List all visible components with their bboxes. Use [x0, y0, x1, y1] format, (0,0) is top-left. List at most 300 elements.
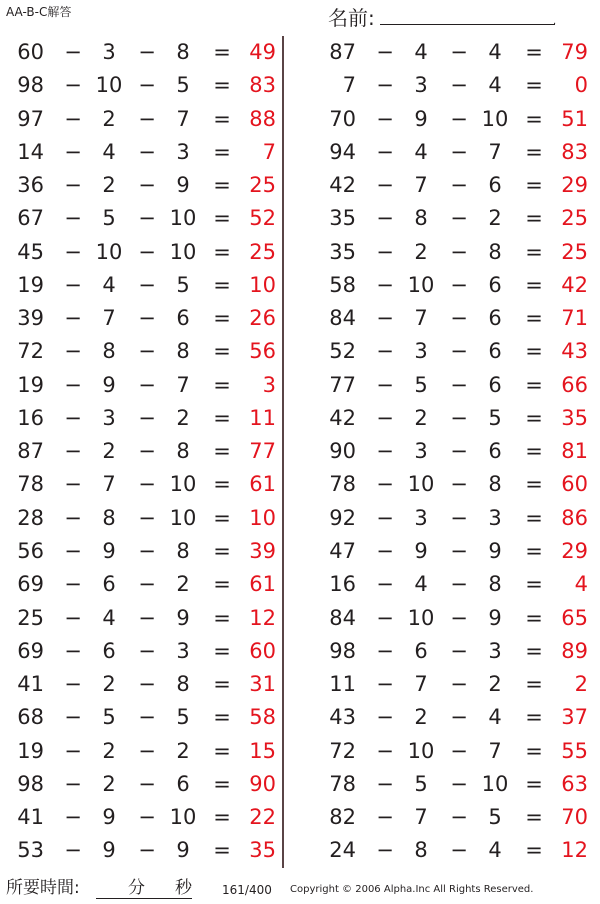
first-subtrahend: 5 [414, 771, 428, 796]
answer: 56 [249, 339, 276, 364]
minuend: 82 [329, 805, 356, 830]
equals-sign: = [525, 306, 543, 331]
minus-sign: − [64, 206, 82, 231]
second-subtrahend: 10 [481, 771, 509, 796]
second-subtrahend: 9 [488, 538, 502, 563]
problem-row [0, 502, 290, 535]
minuend: 84 [329, 605, 356, 630]
minus-sign: − [64, 705, 82, 730]
answer: 70 [561, 805, 588, 830]
equals-sign: = [525, 372, 543, 397]
problem-row [312, 502, 600, 535]
minuend: 43 [329, 705, 356, 730]
minus-sign: − [376, 306, 394, 331]
minus-sign: − [138, 505, 156, 530]
first-subtrahend: 3 [414, 439, 428, 464]
answer: 35 [249, 838, 276, 863]
problem-row [312, 36, 600, 69]
sheet-title: AA-B-C解答 [6, 5, 72, 19]
first-subtrahend: 2 [102, 738, 116, 763]
copyright-notice: Copyright © 2006 Alpha.Inc All Rights Reserved. [290, 884, 534, 895]
minus-sign: − [138, 272, 156, 297]
second-subtrahend: 9 [488, 605, 502, 630]
second-subtrahend: 9 [176, 605, 190, 630]
answer: 10 [249, 272, 276, 297]
minus-sign: − [376, 239, 394, 264]
minuend: 70 [329, 106, 356, 131]
minus-sign: − [450, 472, 468, 497]
minuend: 11 [329, 672, 356, 697]
minus-sign: − [64, 173, 82, 198]
answer: 52 [249, 206, 276, 231]
minuend: 39 [17, 306, 44, 331]
minus-sign: − [450, 40, 468, 64]
first-subtrahend: 7 [414, 173, 428, 198]
second-subtrahend: 7 [488, 139, 502, 164]
first-subtrahend: 10 [407, 605, 435, 630]
first-subtrahend: 5 [102, 705, 116, 730]
minuend: 72 [329, 738, 356, 763]
minus-sign: − [376, 538, 394, 563]
answer: 60 [561, 472, 588, 497]
problem-row [312, 69, 600, 102]
minuend: 68 [17, 705, 44, 730]
second-subtrahend: 4 [488, 73, 502, 98]
minus-sign: − [376, 838, 394, 863]
minus-sign: − [376, 339, 394, 364]
first-subtrahend: 5 [102, 206, 116, 231]
minus-sign: − [138, 73, 156, 98]
answer: 0 [574, 73, 588, 98]
answer: 63 [561, 771, 588, 796]
minus-sign: − [138, 805, 156, 830]
second-subtrahend: 10 [169, 472, 197, 497]
equals-sign: = [525, 173, 543, 198]
minus-sign: − [138, 538, 156, 563]
equals-sign: = [213, 771, 231, 796]
minus-sign: − [450, 738, 468, 763]
equals-sign: = [213, 206, 231, 231]
first-subtrahend: 3 [414, 73, 428, 98]
equals-sign: = [213, 40, 231, 64]
equals-sign: = [213, 73, 231, 98]
minus-sign: − [138, 439, 156, 464]
first-subtrahend: 5 [414, 372, 428, 397]
minuend: 42 [329, 173, 356, 198]
minus-sign: − [450, 538, 468, 563]
minus-sign: − [64, 405, 82, 430]
minus-sign: − [64, 306, 82, 331]
minus-sign: − [376, 372, 394, 397]
minus-sign: − [64, 738, 82, 763]
second-subtrahend: 2 [488, 206, 502, 231]
problem-row [0, 136, 290, 169]
answer: 60 [249, 638, 276, 663]
minus-sign: − [64, 538, 82, 563]
minuend: 41 [17, 805, 44, 830]
minuend: 14 [17, 139, 44, 164]
minuend: 77 [329, 372, 356, 397]
equals-sign: = [213, 505, 231, 530]
first-subtrahend: 8 [102, 505, 116, 530]
minus-sign: − [376, 638, 394, 663]
second-subtrahend: 2 [176, 738, 190, 763]
minus-sign: − [64, 73, 82, 98]
minuend: 42 [329, 405, 356, 430]
second-subtrahend: 3 [488, 638, 502, 663]
answer: 29 [561, 538, 588, 563]
answer: 25 [561, 206, 588, 231]
minuend: 35 [329, 239, 356, 264]
page-number: 161/400 [222, 883, 272, 897]
first-subtrahend: 6 [102, 638, 116, 663]
first-subtrahend: 2 [102, 439, 116, 464]
second-subtrahend: 8 [176, 672, 190, 697]
problem-row [312, 202, 600, 235]
minus-sign: − [376, 805, 394, 830]
minus-sign: − [64, 472, 82, 497]
first-subtrahend: 3 [102, 40, 116, 64]
first-subtrahend: 4 [102, 272, 116, 297]
minuend: 69 [17, 638, 44, 663]
second-subtrahend: 8 [176, 439, 190, 464]
second-subtrahend: 6 [176, 771, 190, 796]
answer: 86 [561, 505, 588, 530]
equals-sign: = [213, 139, 231, 164]
second-subtrahend: 10 [169, 505, 197, 530]
second-subtrahend: 8 [488, 472, 502, 497]
answer: 58 [249, 705, 276, 730]
answer: 7 [262, 139, 276, 164]
second-subtrahend: 7 [176, 106, 190, 131]
minus-sign: − [138, 738, 156, 763]
problem-row [312, 468, 600, 501]
minus-sign: − [64, 771, 82, 796]
minuend: 19 [17, 372, 44, 397]
column-divider [282, 36, 284, 868]
answer: 15 [249, 738, 276, 763]
minus-sign: − [450, 206, 468, 231]
answer: 11 [249, 405, 276, 430]
first-subtrahend: 8 [414, 838, 428, 863]
second-subtrahend: 10 [481, 106, 509, 131]
first-subtrahend: 4 [414, 572, 428, 597]
minus-sign: − [376, 505, 394, 530]
minus-sign: − [376, 40, 394, 64]
equals-sign: = [525, 605, 543, 630]
second-subtrahend: 5 [176, 73, 190, 98]
second-subtrahend: 6 [488, 306, 502, 331]
answer: 12 [561, 838, 588, 863]
second-subtrahend: 8 [488, 572, 502, 597]
minus-sign: − [376, 173, 394, 198]
minuend: 47 [329, 538, 356, 563]
first-subtrahend: 7 [102, 472, 116, 497]
first-subtrahend: 2 [414, 239, 428, 264]
minuend: 98 [17, 73, 44, 98]
minus-sign: − [450, 805, 468, 830]
second-subtrahend: 9 [176, 173, 190, 198]
name-end-dot: . [553, 16, 557, 27]
minus-sign: − [138, 771, 156, 796]
problem-row [0, 269, 290, 302]
problem-row [0, 701, 290, 734]
minus-sign: − [138, 672, 156, 697]
minus-sign: − [64, 239, 82, 264]
minus-sign: − [138, 106, 156, 131]
answer: 3 [262, 372, 276, 397]
answer: 83 [561, 139, 588, 164]
minus-sign: − [138, 405, 156, 430]
minuend: 78 [17, 472, 44, 497]
second-subtrahend: 2 [176, 572, 190, 597]
minuend: 78 [329, 472, 356, 497]
equals-sign: = [213, 638, 231, 663]
minus-sign: − [376, 705, 394, 730]
answer: 35 [561, 405, 588, 430]
first-subtrahend: 7 [414, 805, 428, 830]
first-subtrahend: 9 [414, 106, 428, 131]
right-problem-column [312, 36, 600, 868]
minuend: 90 [329, 439, 356, 464]
minus-sign: − [138, 339, 156, 364]
minuend: 28 [17, 505, 44, 530]
minuend: 72 [17, 339, 44, 364]
minuend: 67 [17, 206, 44, 231]
minus-sign: − [450, 771, 468, 796]
equals-sign: = [525, 40, 543, 64]
problem-row [312, 169, 600, 202]
problem-row [312, 269, 600, 302]
problem-row [0, 635, 290, 668]
first-subtrahend: 10 [407, 272, 435, 297]
minuend: 98 [329, 638, 356, 663]
problem-row [312, 768, 600, 801]
minus-sign: − [138, 139, 156, 164]
second-subtrahend: 8 [488, 239, 502, 264]
problem-row [0, 169, 290, 202]
first-subtrahend: 9 [102, 372, 116, 397]
minus-sign: − [376, 106, 394, 131]
minus-sign: − [64, 139, 82, 164]
answer: 89 [561, 638, 588, 663]
second-subtrahend: 5 [176, 272, 190, 297]
problem-row [0, 768, 290, 801]
minuend: 98 [17, 771, 44, 796]
minuend: 92 [329, 505, 356, 530]
problem-row [312, 801, 600, 834]
left-problem-column [0, 36, 290, 868]
problem-row [312, 435, 600, 468]
equals-sign: = [525, 106, 543, 131]
equals-sign: = [213, 838, 231, 863]
equals-sign: = [213, 272, 231, 297]
equals-sign: = [525, 505, 543, 530]
minuend: 35 [329, 206, 356, 231]
minus-sign: − [450, 505, 468, 530]
equals-sign: = [525, 405, 543, 430]
answer: 66 [561, 372, 588, 397]
minus-sign: − [376, 672, 394, 697]
minus-sign: − [138, 472, 156, 497]
minuend: 53 [17, 838, 44, 863]
equals-sign: = [213, 339, 231, 364]
answer: 61 [249, 472, 276, 497]
minus-sign: − [450, 272, 468, 297]
minus-sign: − [450, 306, 468, 331]
minus-sign: − [376, 206, 394, 231]
minuend: 87 [329, 40, 356, 64]
first-subtrahend: 6 [102, 572, 116, 597]
minus-sign: − [450, 405, 468, 430]
answer: 79 [561, 40, 588, 64]
equals-sign: = [213, 605, 231, 630]
minus-sign: − [64, 439, 82, 464]
minus-sign: − [138, 638, 156, 663]
second-subtrahend: 10 [169, 805, 197, 830]
minus-sign: − [138, 173, 156, 198]
second-subtrahend: 4 [488, 838, 502, 863]
equals-sign: = [525, 239, 543, 264]
minus-sign: − [64, 106, 82, 131]
first-subtrahend: 10 [407, 738, 435, 763]
equals-sign: = [525, 272, 543, 297]
first-subtrahend: 3 [102, 405, 116, 430]
equals-sign: = [213, 472, 231, 497]
first-subtrahend: 4 [414, 40, 428, 64]
problem-row [0, 202, 290, 235]
minuend: 19 [17, 738, 44, 763]
minus-sign: − [138, 40, 156, 64]
minuend: 36 [17, 173, 44, 198]
minuend: 16 [329, 572, 356, 597]
second-subtrahend: 2 [176, 405, 190, 430]
minuend: 78 [329, 771, 356, 796]
first-subtrahend: 7 [414, 672, 428, 697]
problem-row [0, 668, 290, 701]
problem-row [0, 735, 290, 768]
minus-sign: − [64, 638, 82, 663]
minus-sign: − [450, 239, 468, 264]
equals-sign: = [525, 439, 543, 464]
problem-row [312, 335, 600, 368]
second-subtrahend: 7 [488, 738, 502, 763]
equals-sign: = [525, 705, 543, 730]
minus-sign: − [376, 572, 394, 597]
minus-sign: − [450, 672, 468, 697]
minus-sign: − [376, 605, 394, 630]
minus-sign: − [64, 272, 82, 297]
problem-row [312, 402, 600, 435]
problem-row [0, 568, 290, 601]
first-subtrahend: 8 [102, 339, 116, 364]
answer: 12 [249, 605, 276, 630]
problem-row [0, 834, 290, 867]
name-blank-line [380, 24, 555, 25]
equals-sign: = [213, 439, 231, 464]
equals-sign: = [213, 805, 231, 830]
second-subtrahend: 3 [176, 638, 190, 663]
second-subtrahend: 4 [488, 40, 502, 64]
minus-sign: − [450, 605, 468, 630]
equals-sign: = [213, 738, 231, 763]
equals-sign: = [213, 705, 231, 730]
first-subtrahend: 7 [414, 306, 428, 331]
minuend: 60 [17, 40, 44, 64]
minus-sign: − [450, 73, 468, 98]
problem-row [0, 535, 290, 568]
equals-sign: = [213, 239, 231, 264]
first-subtrahend: 9 [102, 805, 116, 830]
minus-sign: − [64, 672, 82, 697]
minus-sign: − [450, 705, 468, 730]
problem-row [312, 568, 600, 601]
problem-row [0, 402, 290, 435]
minus-sign: − [376, 472, 394, 497]
problem-row [0, 602, 290, 635]
answer: 25 [561, 239, 588, 264]
equals-sign: = [213, 538, 231, 563]
first-subtrahend: 10 [95, 239, 123, 264]
minuend: 7 [342, 73, 356, 98]
minuend: 84 [329, 306, 356, 331]
answer: 2 [574, 672, 588, 697]
minus-sign: − [450, 139, 468, 164]
minuend: 87 [17, 439, 44, 464]
second-subtrahend: 7 [176, 372, 190, 397]
problem-row [312, 136, 600, 169]
minus-sign: − [138, 239, 156, 264]
second-subtrahend: 6 [488, 439, 502, 464]
second-subtrahend: 10 [169, 206, 197, 231]
minus-sign: − [138, 372, 156, 397]
first-subtrahend: 4 [102, 139, 116, 164]
minus-sign: − [64, 838, 82, 863]
first-subtrahend: 9 [102, 838, 116, 863]
first-subtrahend: 2 [102, 771, 116, 796]
answer: 22 [249, 805, 276, 830]
second-subtrahend: 10 [169, 239, 197, 264]
second-subtrahend: 4 [488, 705, 502, 730]
minuend: 25 [17, 605, 44, 630]
minus-sign: − [376, 73, 394, 98]
answer: 51 [561, 106, 588, 131]
time-underline [96, 898, 192, 899]
first-subtrahend: 2 [414, 405, 428, 430]
equals-sign: = [525, 638, 543, 663]
first-subtrahend: 10 [407, 472, 435, 497]
second-subtrahend: 5 [488, 805, 502, 830]
problem-row [312, 103, 600, 136]
problem-row [312, 834, 600, 867]
second-subtrahend: 3 [176, 139, 190, 164]
equals-sign: = [525, 771, 543, 796]
first-subtrahend: 8 [414, 206, 428, 231]
minus-sign: − [450, 572, 468, 597]
minus-sign: − [450, 339, 468, 364]
equals-sign: = [525, 672, 543, 697]
second-subtrahend: 6 [488, 173, 502, 198]
equals-sign: = [213, 405, 231, 430]
answer: 37 [561, 705, 588, 730]
problem-row [312, 701, 600, 734]
answer: 25 [249, 173, 276, 198]
problem-row [312, 602, 600, 635]
minuend: 97 [17, 106, 44, 131]
first-subtrahend: 7 [102, 306, 116, 331]
equals-sign: = [525, 805, 543, 830]
equals-sign: = [213, 572, 231, 597]
